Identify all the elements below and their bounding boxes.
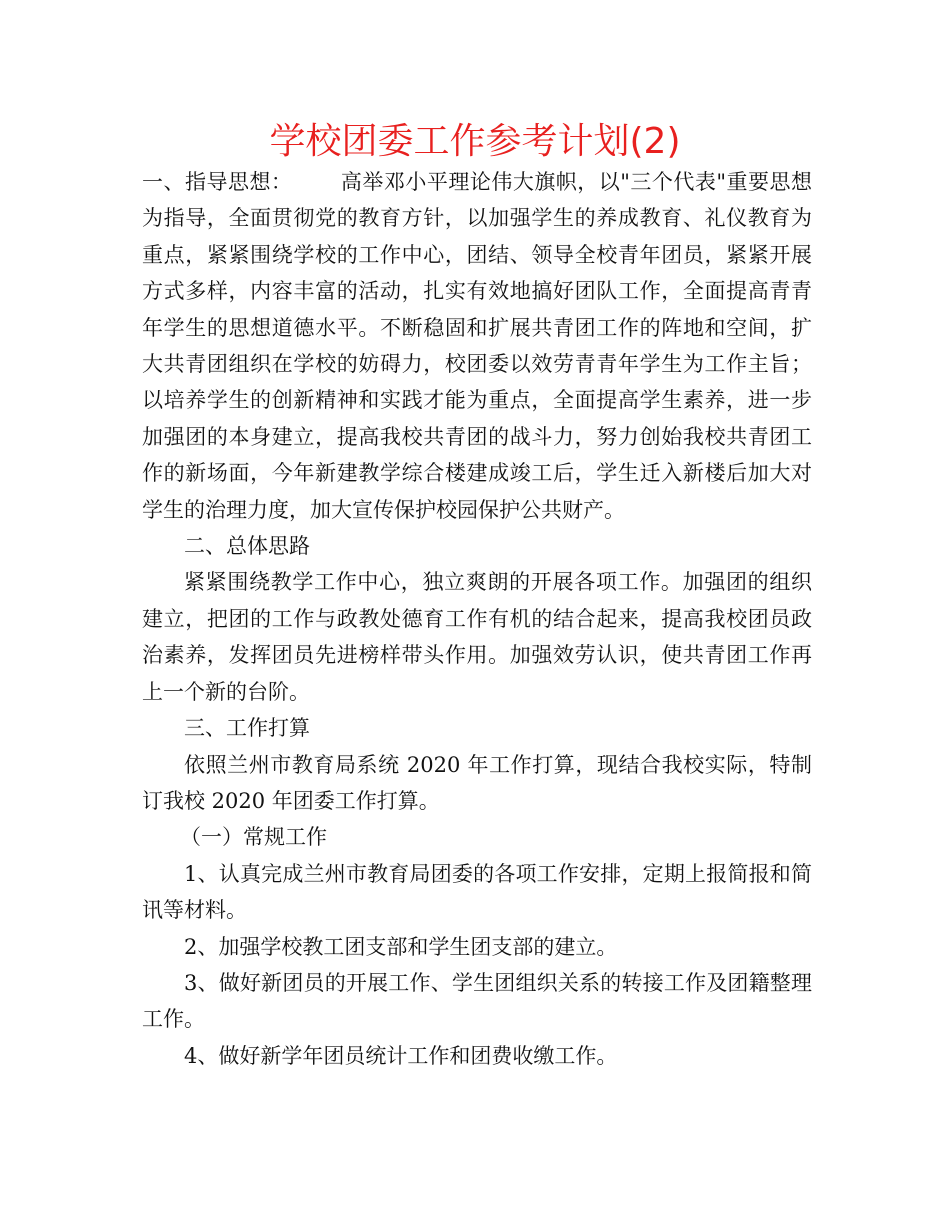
list-item: 3、做好新团员的开展工作、学生团组织关系的转接工作及团籍整理工作。 xyxy=(142,970,812,1032)
subsection1-heading: （一）常规工作 xyxy=(180,825,327,850)
list-item: 2、加强学校教工团支部和学生团支部的建立。 xyxy=(184,934,618,959)
section1-paragraph xyxy=(142,164,812,528)
section3-heading: 三、工作打算 xyxy=(184,716,310,741)
section1-body: 高举邓小平理论伟大旗帜，以"三个代表"重要思想为指导，全面贯彻党的教育方针，以加强学生的养成教育、礼仪教育为重点，紧紧围绕学校的工作中心，团结、领导全校青年团员，紧紧开展方式多样，内容丰富的活动，扎实有效地搞好团队工作，全面提高青青年学生的思想道德水平。不断稳固和扩展共青团工作的阵地和空间，扩大共青团组织在学校的妨碍力，校团委以效劳青青年学生为工作主旨；以培养学生的创新精神和实践才能为重点，全面提高学生素养，进一步加强团的本身建立，提高我校共青团的战斗力，努力创始我校共青团工作的新场面，今年新建教学综合楼建成竣工后，学生迁入新楼后加大对学生的治理力度，加大宣传保护校园保护公共财产。 xyxy=(142,170,813,522)
section2-heading: 二、总体思路 xyxy=(184,534,310,559)
document-body xyxy=(142,164,812,1074)
document-title: 学校团委工作参考计划(2) xyxy=(269,121,681,162)
section3-body: 依照兰州市教育局系统 2020 年工作打算，现结合我校实际，特制订我校 2020 年团委工作打算。 xyxy=(142,752,812,813)
section1-heading: 一、指导思想： xyxy=(142,170,293,194)
list-item: 1、认真完成兰州市教育局团委的各项工作安排，定期上报简报和简讯等材料。 xyxy=(142,861,812,923)
list-item: 4、做好新学年团员统计工作和团费收缴工作。 xyxy=(184,1043,618,1068)
section2-body: 紧紧围绕教学工作中心，独立爽朗的开展各项工作。加强团的组织建立，把团的工作与政教处德育工作有机的结合起来，提高我校团员政治素养，发挥团员先进榜样带头作用。加强效劳认识，使共青团工作再上一个新的台阶。 xyxy=(142,570,812,704)
